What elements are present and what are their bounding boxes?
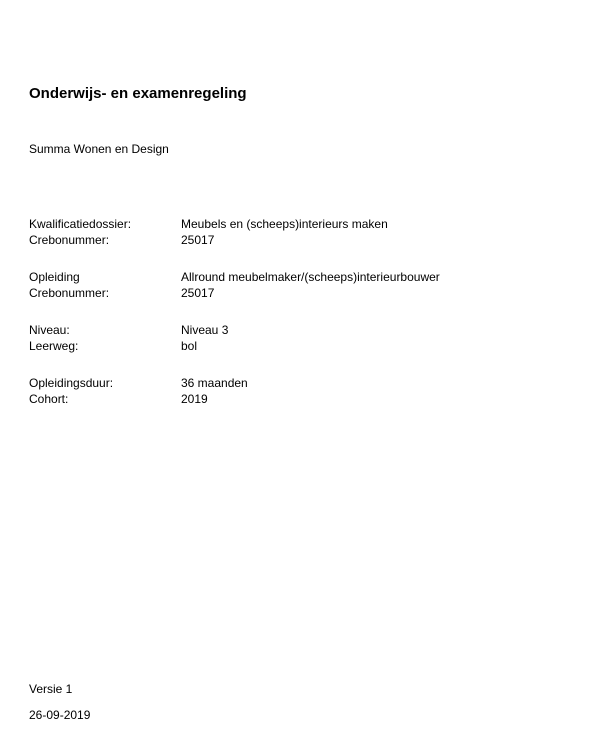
detail-row (29, 285, 569, 301)
version-label: Versie 1 (29, 682, 73, 696)
detail-value: Meubels en (scheeps)interieurs maken (181, 217, 388, 231)
detail-row (29, 216, 569, 232)
institution-name: Summa Wonen en Design (29, 142, 169, 156)
detail-value: Allround meubelmaker/(scheeps)interieurbouwer (181, 270, 440, 284)
document-date: 26-09-2019 (29, 708, 91, 722)
detail-row (29, 322, 569, 338)
detail-label: Niveau: (29, 323, 70, 337)
detail-label: Opleidingsduur: (29, 376, 114, 390)
detail-label: Crebonummer: (29, 233, 110, 247)
detail-value: 25017 (181, 233, 215, 247)
detail-row (29, 269, 569, 285)
qualification-group (29, 216, 569, 248)
detail-label: Kwalificatiedossier: (29, 217, 132, 231)
detail-label: Leerweg: (29, 339, 79, 353)
detail-label: Cohort: (29, 392, 69, 406)
details-section (29, 216, 569, 428)
level-group (29, 322, 569, 354)
duration-group (29, 375, 569, 407)
page-title: Onderwijs- en examenregeling (29, 85, 247, 102)
detail-row (29, 375, 569, 391)
detail-row (29, 232, 569, 248)
detail-label: Opleiding (29, 270, 80, 284)
detail-value: bol (181, 339, 198, 353)
detail-row (29, 338, 569, 354)
detail-row (29, 391, 569, 407)
program-group (29, 269, 569, 301)
detail-label: Crebonummer: (29, 286, 110, 300)
detail-value: 36 maanden (181, 376, 248, 390)
detail-value: Niveau 3 (181, 323, 229, 337)
detail-value: 2019 (181, 392, 208, 406)
detail-value: 25017 (181, 286, 215, 300)
